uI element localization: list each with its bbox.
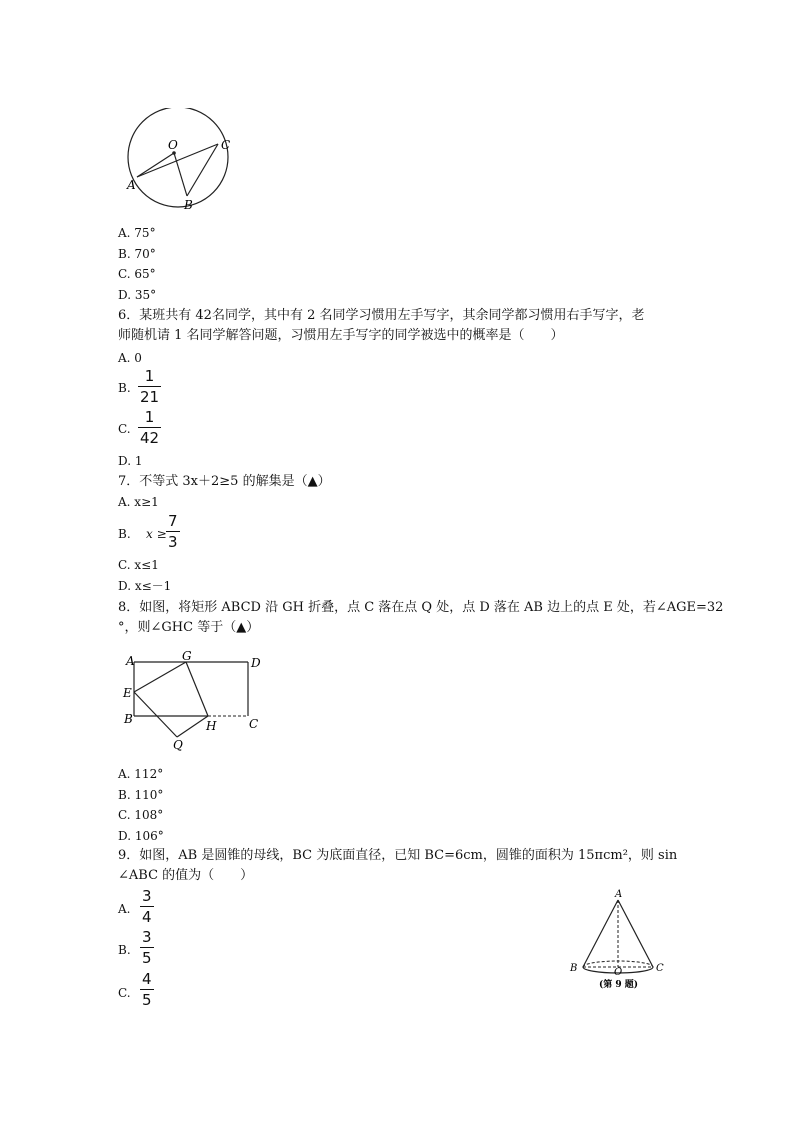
q6-option-d: D. 1 (118, 454, 143, 468)
label-C: C (221, 138, 231, 152)
label-O: O (614, 967, 623, 978)
rectangle-fold-figure (118, 650, 268, 753)
denominator: 21 (140, 388, 160, 406)
q9-stem-line1: 9．如图，AB 是圆锥的母线，BC 为底面直径，已知 BC=6cm，圆锥的面积为 15πcm²，则 sin (118, 848, 678, 863)
denominator: 4 (142, 908, 152, 926)
cone-figure (563, 888, 673, 994)
q5-option-b: B. 70° (118, 247, 156, 261)
q7-option-c: C. x≤1 (118, 558, 159, 572)
figure-caption: (第 9 题) (599, 980, 639, 990)
denominator: 5 (142, 949, 152, 967)
numerator: 3 (142, 887, 152, 905)
circle-figure (118, 108, 243, 213)
label-A: A (615, 889, 623, 900)
numerator: 1 (144, 408, 155, 426)
q5-option-d: D. 35° (118, 288, 157, 302)
numerator: 3 (142, 928, 152, 946)
denominator: 3 (168, 533, 178, 551)
label-O: O (168, 138, 178, 152)
q7-option-b-var: x ≥ (146, 527, 167, 541)
q8-option-c: C. 108° (118, 808, 164, 822)
q6-option-a: A. 0 (118, 351, 142, 365)
q5-option-a: A. 75° (118, 226, 156, 240)
q5-option-c: C. 65° (118, 267, 156, 281)
label-G: G (182, 650, 192, 663)
q8-option-d: D. 106° (118, 829, 164, 843)
q6-option-c-label: C. (118, 422, 131, 436)
q7-option-d: D. x≤－1 (118, 579, 172, 593)
label-B: B (124, 712, 133, 726)
label-E: E (123, 686, 132, 700)
denominator: 5 (142, 991, 152, 1009)
q8-stem-line2: °，则∠GHC 等于（▲） (118, 620, 260, 635)
label-A: A (126, 654, 135, 668)
q6-stem-line1: 6．某班共有 42名同学，其中有 2 名同学习惯用左手写字，其余同学都习惯用右手写字，老 (118, 308, 645, 323)
label-C: C (249, 717, 259, 731)
q9-option-a-fraction (140, 888, 154, 925)
q9-option-c-fraction (140, 971, 154, 1008)
q7-option-b-label: B. (118, 527, 131, 541)
q9-option-c-label: C. (118, 986, 131, 1000)
q7-stem: 7．不等式 3x＋2≥5 的解集是（▲） (118, 474, 331, 489)
numerator: 7 (168, 512, 178, 530)
q8-stem-line1: 8．如图，将矩形 ABCD 沿 GH 折叠，点 C 落在点 Q 处，点 D 落在 AB 边上的点 E 处，若∠AGE=32 (118, 600, 724, 615)
numerator: 1 (144, 367, 155, 385)
label-B: B (570, 963, 578, 974)
q8-option-b: B. 110° (118, 788, 164, 802)
q9-stem-line2: ∠ABC 的值为（ ） (118, 868, 254, 883)
q7-option-b-fraction (166, 513, 180, 550)
label-A: A (127, 178, 136, 192)
q8-option-a: A. 112° (118, 767, 164, 781)
q6-option-b-fraction (138, 368, 161, 405)
label-B: B (184, 198, 193, 212)
q9-option-a-label: A. (118, 902, 131, 916)
q6-option-c-fraction (138, 409, 161, 446)
label-D: D (251, 656, 261, 670)
q9-option-b-fraction (140, 929, 154, 966)
q6-option-b-label: B. (118, 381, 131, 395)
label-H: H (206, 719, 217, 733)
q9-option-b-label: B. (118, 943, 131, 957)
numerator: 4 (142, 970, 152, 988)
q6-stem-line2: 师随机请 1 名同学解答问题，习惯用左手写字的同学被选中的概率是（ ） (118, 328, 564, 343)
label-C: C (656, 963, 664, 974)
q7-option-a: A. x≥1 (118, 495, 159, 509)
denominator: 42 (140, 429, 160, 447)
label-Q: Q (173, 738, 183, 752)
